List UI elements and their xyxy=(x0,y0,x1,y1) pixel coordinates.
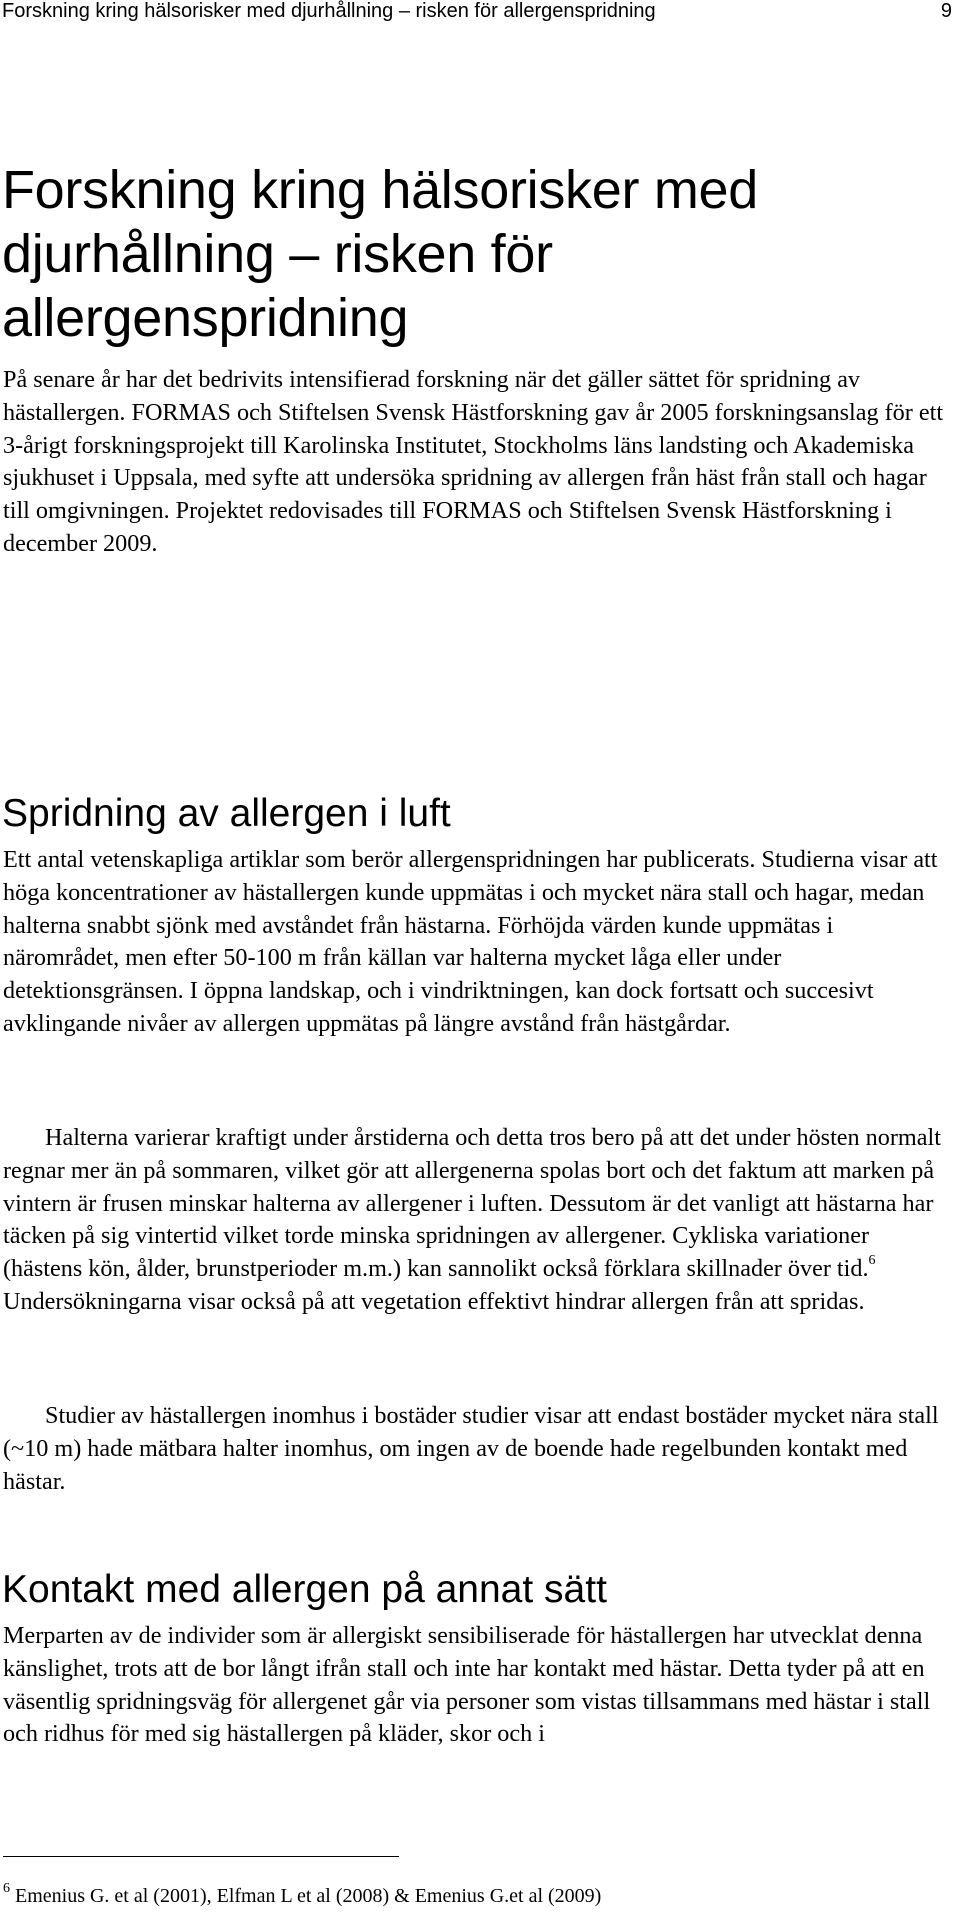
section-heading-spridning: Spridning av allergen i luft xyxy=(2,792,451,835)
footnote-divider xyxy=(3,1856,399,1857)
section1-paragraph-2 xyxy=(3,1122,948,1319)
footnote-number: 6 xyxy=(3,1881,10,1896)
page-title-line-3: allergenspridning xyxy=(2,288,409,348)
section1-paragraph-2-text: Halterna varierar kraftigt under årstiderna och detta tros bero på att det under hösten normalt regnar mer än på sommaren, vilket gör att allergenerna spolas bort och det faktum att marken på vintern är frusen minskar halterna av allergener i luften. Dessutom är det vanligt att hästarna har täcken på sig vintertid vilket torde minska spridningen av allergener. Cykliska variationer (hästens kön, ålder, brunstperioder m.m.) kan sannolikt också förklara skillnader över tid. xyxy=(3,1124,941,1283)
section-heading-kontakt: Kontakt med allergen på annat sätt xyxy=(2,1568,607,1611)
section1-paragraph-2-continued: Undersökningarna visar också på att vegetation effektivt hindrar allergen från att spridas. xyxy=(3,1287,865,1315)
footnote xyxy=(3,1882,601,1910)
page-title xyxy=(2,158,902,350)
page-title-line-1: Forskning kring hälsorisker med xyxy=(2,160,758,220)
page-title-line-2: djurhållning – risken för xyxy=(2,224,553,284)
section2-paragraph-1: Merparten av de individer som är allergiskt sensibiliserade för hästallergen har utvecklat denna känslighet, trots att de bor långt ifrån stall och inte har kontakt med hästar. Detta tyder på att en väsentlig spridningsväg för allergenet går via personer som vistas tillsammans med hästar i stall och ridhus för med sig hästallergen på kläder, skor och i xyxy=(3,1622,931,1748)
running-header-title: Forskning kring hälsorisker med djurhållning – risken för allergenspridning xyxy=(2,0,656,22)
section1-paragraph-1: Ett antal vetenskapliga artiklar som berör allergenspridningen har publicerats. Studierna visar att höga koncentrationer av hästallergen kunde uppmätas i och mycket nära stall och hagar, medan halterna snabbt sjönk med avståndet från hästarna. Förhöjda värden kunde uppmätas i närområdet, men efter 50-100 m från källan var halterna mycket låga eller under detektionsgränsen. I öppna landskap, och i vindriktningen, kan dock fortsatt och succesivt avklingande nivåer av allergen uppmätas på längre avstånd från hästgårdar. xyxy=(3,846,938,1037)
intro-paragraph: På senare år har det bedrivits intensifierad forskning när det gäller sättet för spridning av hästallergen. FORMAS och Stiftelsen Svensk Hästforskning gav år 2005 forskningsanslag för ett 3-årigt forskningsprojekt till Karolinska Institutet, Stockholms läns landsting och Akademiska sjukhuset i Uppsala, med syfte att undersöka spridning av allergen från häst från stall och hagar till omgivningen. Projektet redovisades till FORMAS och Stiftelsen Svensk Hästforskning i december 2009. xyxy=(3,366,944,557)
section1-paragraph-3: Studier av hästallergen inomhus i bostäder studier visar att endast bostäder mycket nära stall (~10 m) hade mätbara halter inomhus, om ingen av de boende hade regelbunden kontakt med hästar. xyxy=(3,1402,939,1495)
footnote-reference: 6 xyxy=(868,1253,876,1269)
running-header xyxy=(2,0,952,26)
page-number: 9 xyxy=(940,0,952,22)
footnote-text: Emenius G. et al (2001), Elfman L et al (2008) & Emenius G.et al (2009) xyxy=(10,1885,602,1907)
